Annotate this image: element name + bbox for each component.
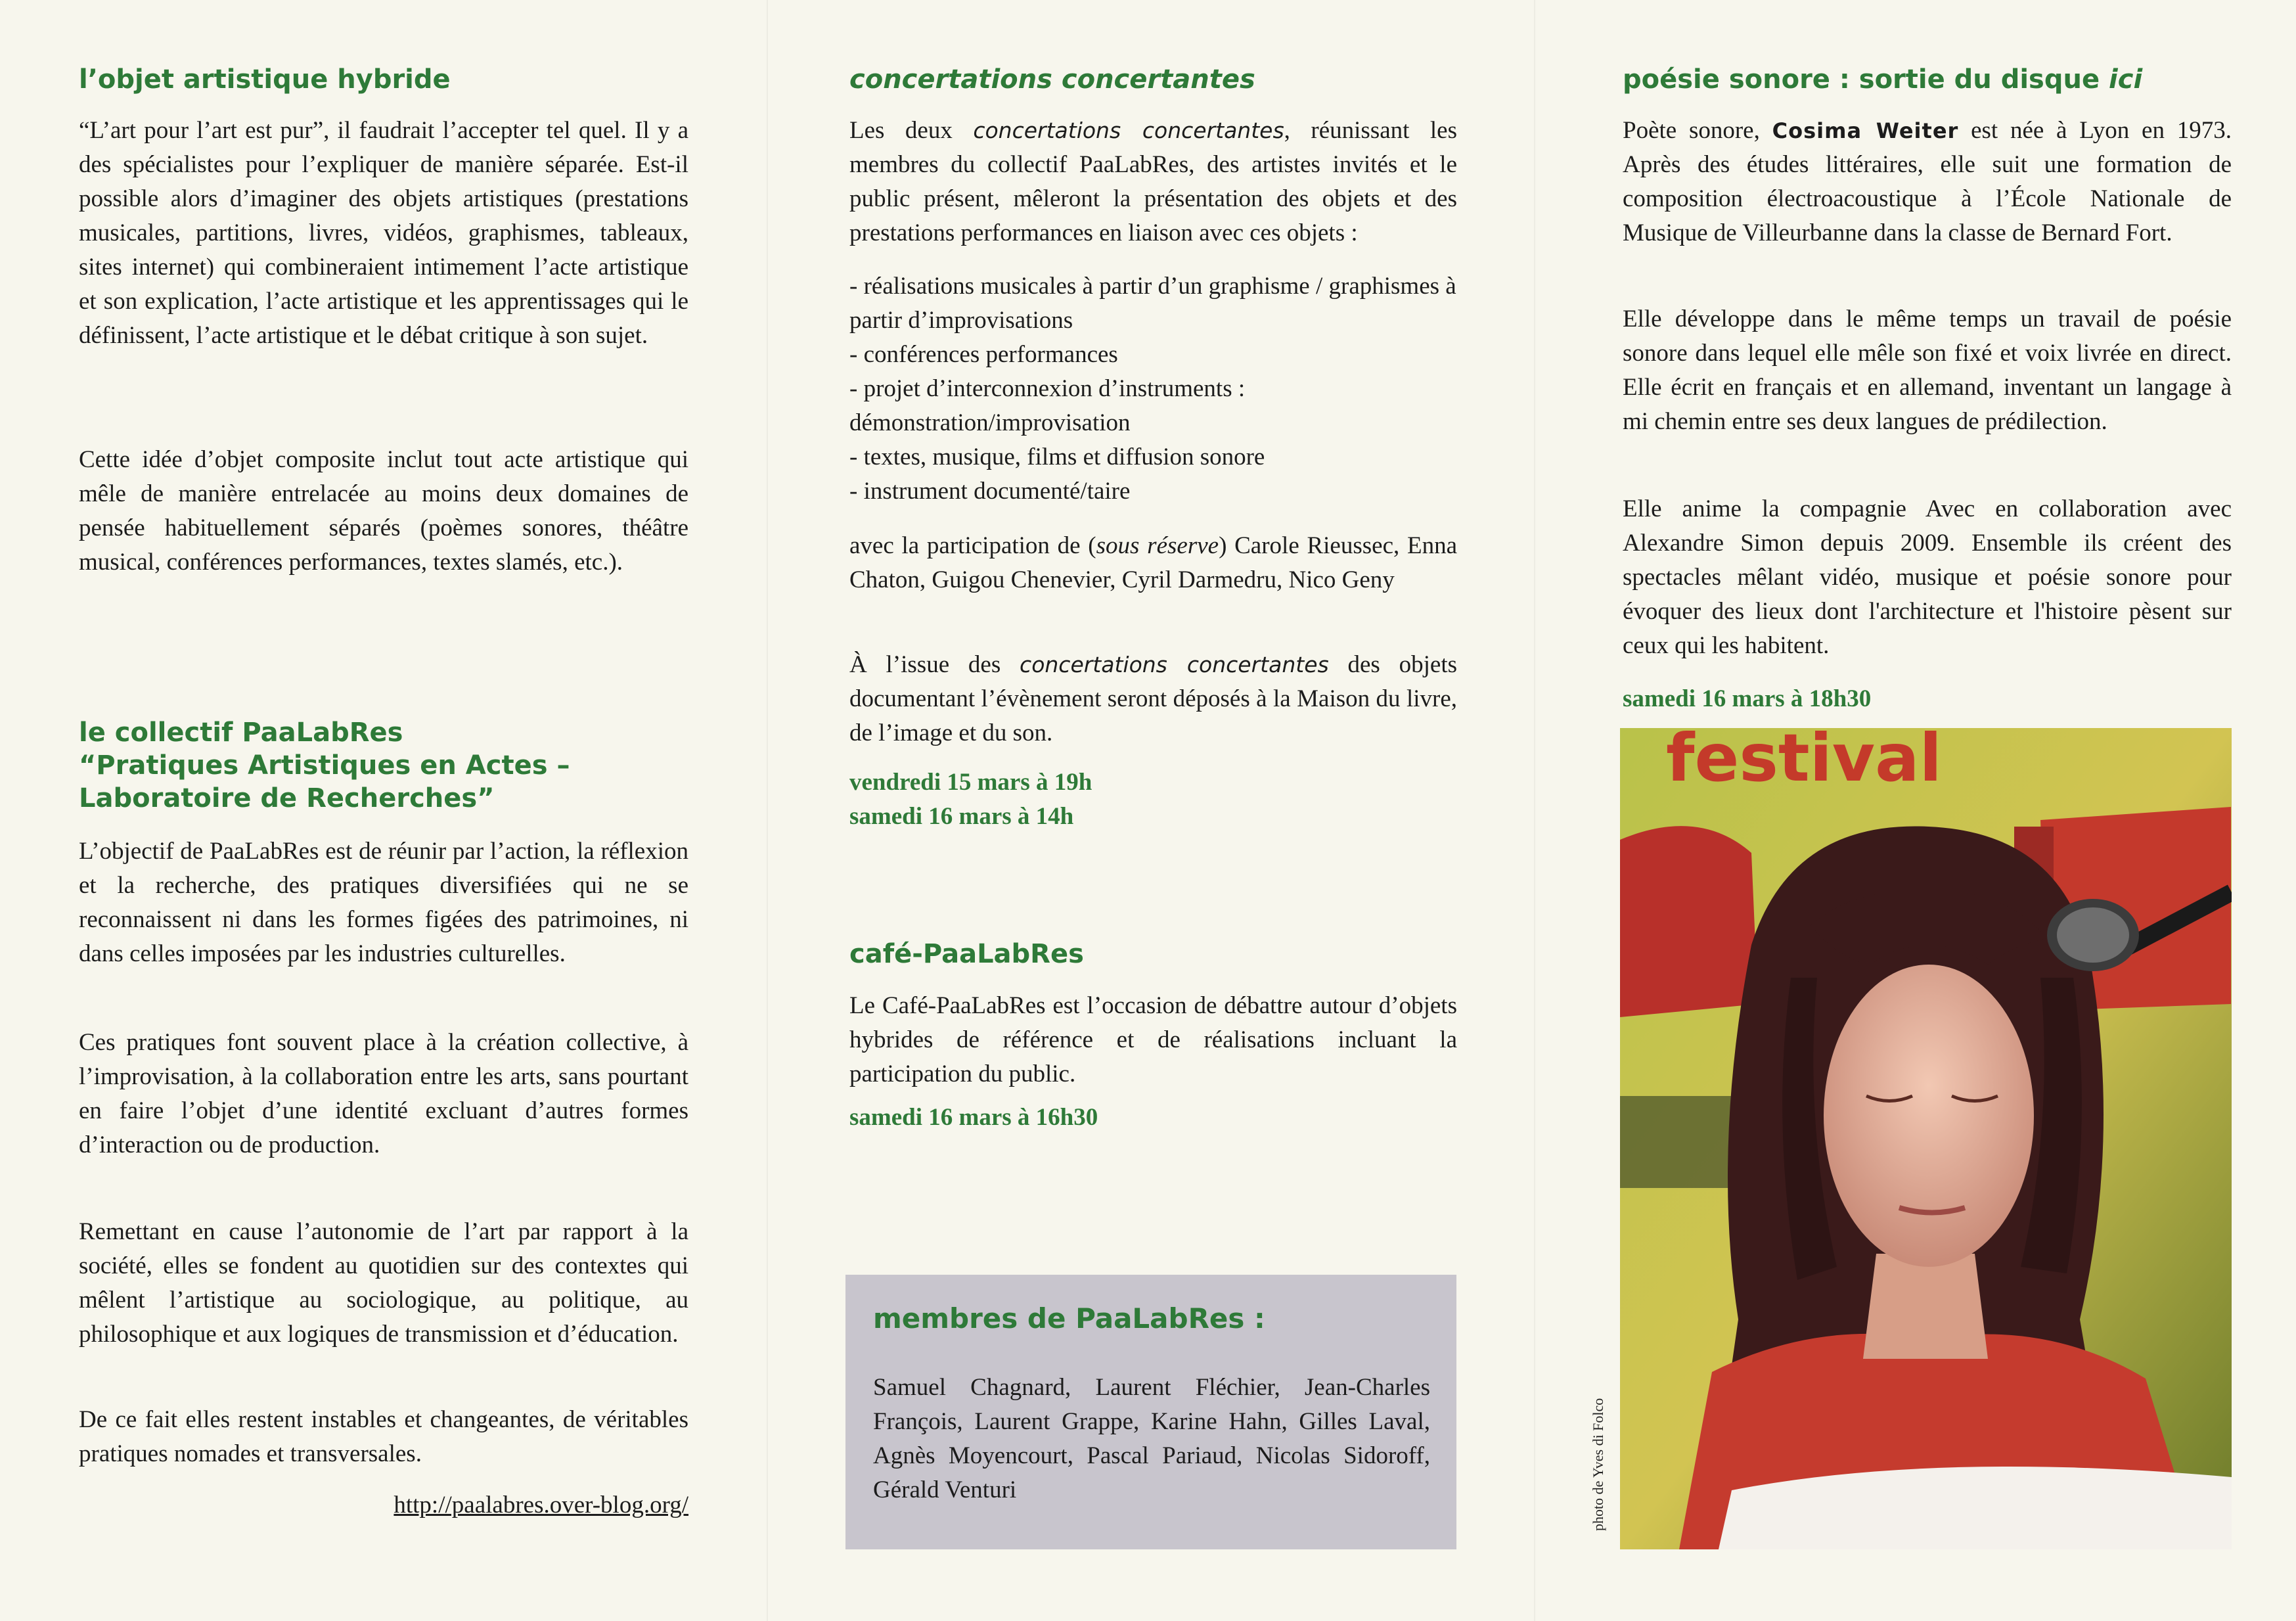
fold-line (767, 0, 768, 1621)
artist-name: Cosima Weiter (1772, 118, 1959, 143)
event-date: samedi 16 mars à 18h30 (1623, 685, 1872, 712)
paragraph: Remettant en cause l’autonomie de l’art par rapport à la société, elles se fondent au quotidien sur des contextes qui mêlent l’artistique au sociologique, au politique, au philosophique et aux logiques de transmission et d’éducation. (79, 1218, 688, 1348)
list-item: - conférences performances (849, 341, 1118, 368)
paragraph: Ces pratiques font souvent place à la création collective, à l’improvisation, à la collaboration entre les arts, sans pourtant en faire l’objet d’une identité excluant d’autres formes d’interaction ou de production. (79, 1029, 688, 1158)
event-date: samedi 16 mars à 14h (849, 803, 1074, 830)
paragraph: De ce fait elles restent instables et changeantes, de véritables pratiques nomades et transversales. (79, 1406, 688, 1467)
photo-credit: photo de Yves di Folco (1590, 1398, 1606, 1531)
members-list: Samuel Chagnard, Laurent Fléchier, Jean-Charles François, Laurent Grappe, Karine Hahn, Gilles Laval, Agnès Moyencourt, Pascal Pariaud, Nicolas Sidoroff, Gérald Venturi (873, 1374, 1430, 1503)
paragraph: Cette idée d’objet composite inclut tout acte artistique qui mêle de manière entrelacée au moins deux domaines de pensée habituellement séparés (poèmes sonores, théâtre musical, conférences performances, textes slamés, etc.). (79, 446, 688, 576)
event-date: vendredi 15 mars à 19h (849, 769, 1092, 796)
svg-text:festival: festival (1666, 728, 1942, 796)
paragraph-issue: À l’issue des concertations concertantes des objets documentant l’évènement seront déposés à la Maison du livre, de l’image et du son. (849, 651, 1458, 746)
website-link[interactable]: http://paalabres.over-blog.org/ (394, 1492, 688, 1518)
heading-collectif: le collectif PaaLabRes (79, 718, 403, 748)
list-item: - instrument documenté/taire (849, 478, 1131, 505)
activity-list (849, 269, 1457, 509)
artist-photo (1620, 728, 2232, 1549)
list-item: - textes, musique, films et diffusion sonore (849, 444, 1265, 470)
heading-membres: membres de PaaLabRes : (873, 1302, 1265, 1335)
heading-cafe: café-PaaLabRes (849, 939, 1084, 969)
heading-concertations: concertations concertantes (849, 64, 1255, 95)
heading-objet-artistique: l’objet artistique hybride (79, 64, 451, 95)
list-item: - projet d’interconnexion d’instruments : démonstration/improvisation (849, 375, 1246, 436)
fold-line (1534, 0, 1535, 1621)
paragraph: Elle anime la compagnie Avec en collaboration avec Alexandre Simon depuis 2009. Ensemble ils créent des spectacles mêlant vidéo, musique et poésie sonore pour évoquer des lieux dont l'architecture et l'histoire pèsent sur ceux qui les habitent. (1623, 495, 2232, 659)
paragraph-participation: avec la participation de (sous réserve) Carole Rieussec, Enna Chaton, Guigou Chenevier, Cyril Darmedru, Nico Geny (849, 532, 1458, 593)
heading-poesie-sonore: poésie sonore : sortie du disque ici (1623, 64, 2143, 95)
heading-collectif-subtitle: “Pratiques Artistiques en Actes – Laboratoire de Recherches” (79, 750, 570, 813)
paragraph: “L’art pour l’art est pur”, il faudrait l’accepter tel quel. Il y a des spécialistes pour l’expliquer de manière séparée. Est-il possible alors d’imaginer des objets artistiques (prestations musicales, partitions, livres, vidéos, graphismes, tableaux, sites internet) qui combineraient intimement l’acte artistique et son explication, l’acte artistique et les apprentissages qui le définissent, l’acte artistique et le débat critique à son sujet. (79, 117, 688, 349)
list-item: - réalisations musicales à partir d’un graphisme / graphismes à partir d’improvisations (849, 273, 1456, 334)
paragraph: Elle développe dans le même temps un travail de poésie sonore dans lequel elle mêle son fixé et voix livrée en direct. Elle écrit en français et en allemand, inventant un langage à mi chemin entre ses deux langues de prédilection. (1623, 306, 2232, 435)
paragraph-bio: Poète sonore, Cosima Weiter est née à Lyon en 1973. Après des études littéraires, elle suit une formation de composition électroacoustique à l’École Nationale de Musique de Villeurbanne dans la classe de Bernard Fort. (1623, 117, 2232, 246)
event-date: samedi 16 mars à 16h30 (849, 1104, 1098, 1131)
paragraph-intro: Les deux concertations concertantes, réunissant les membres du collectif PaaLabRes, des artistes invités et le public présent, mêleront la présentation des objets et des prestations performances en liaison avec ces objets : (849, 117, 1457, 246)
members-box (845, 1275, 1456, 1549)
paragraph: L’objectif de PaaLabRes est de réunir par l’action, la réflexion et la recherche, des pratiques diversifiées qui ne se reconnaissent ni dans les formes figées des patrimoines, ni dans celles imposées par les industries culturelles. (79, 838, 688, 967)
paragraph-cafe: Le Café-PaaLabRes est l’occasion de débattre autour d’objets hybrides de référence et de réalisations incluant la participation du public. (849, 992, 1457, 1087)
